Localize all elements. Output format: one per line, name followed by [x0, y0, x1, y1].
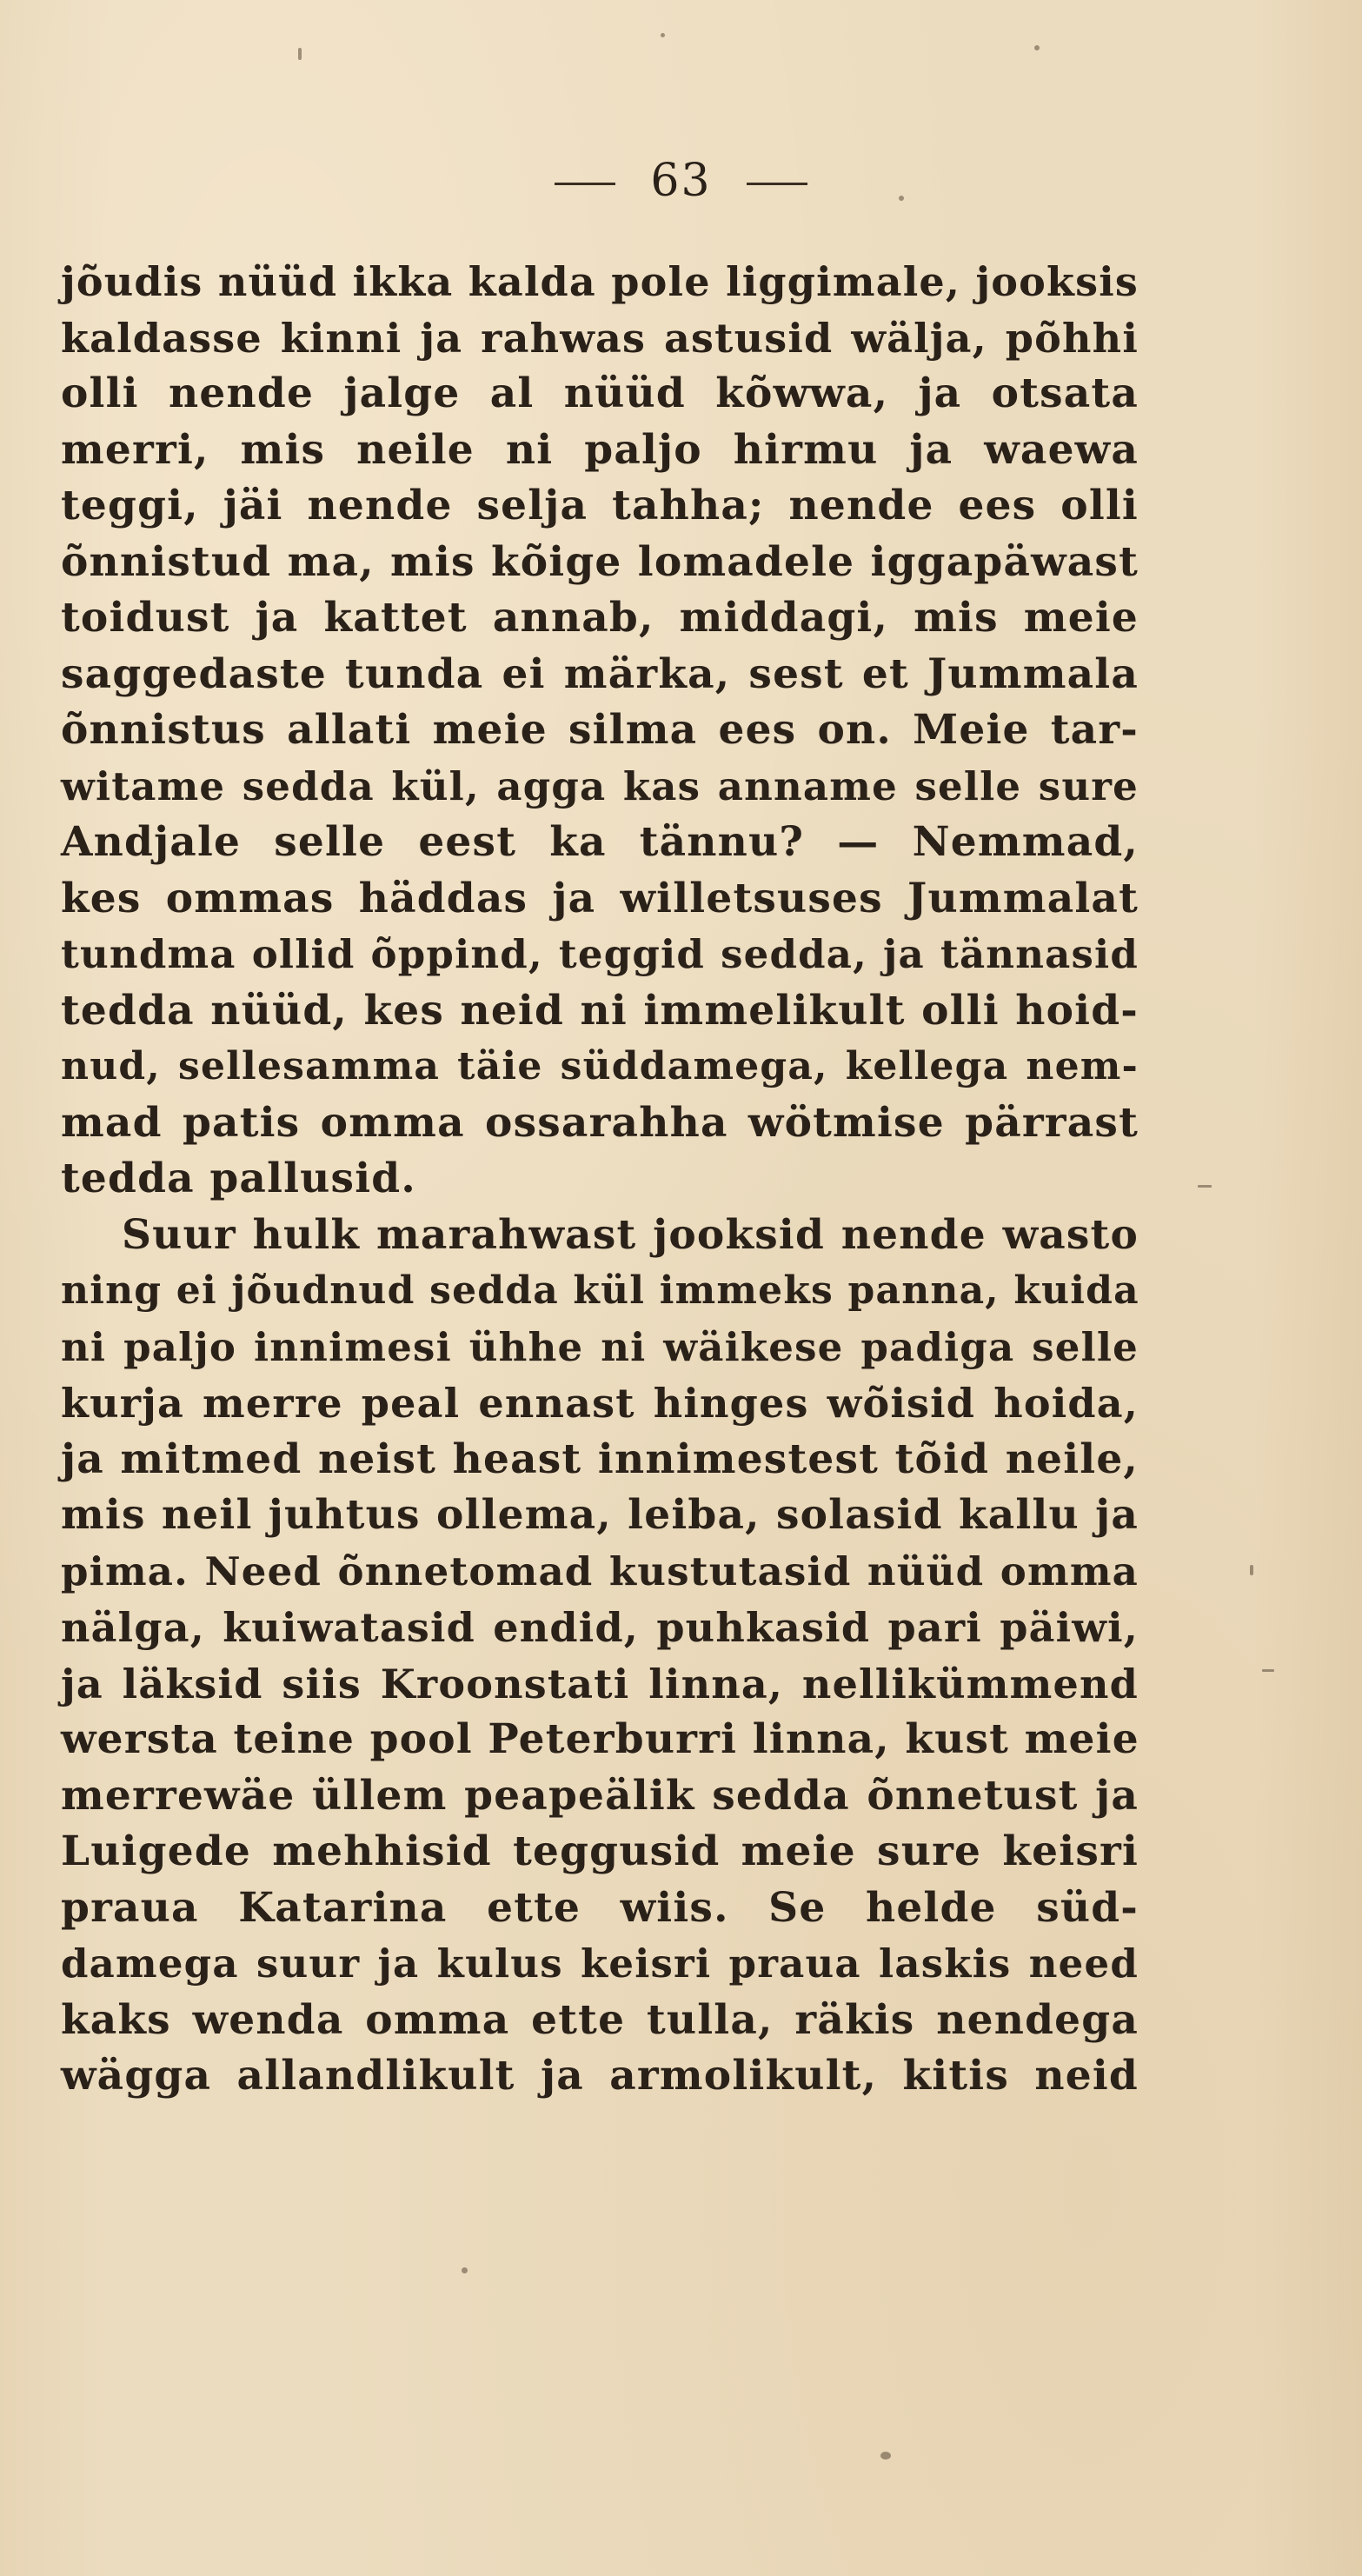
paper-speck — [1034, 45, 1040, 50]
body-text — [61, 254, 1139, 2105]
paragraph-1 — [61, 254, 1139, 1208]
text-line: nud, sellesamma täie süddamega, kellega nem- — [61, 1044, 1139, 1088]
text-line: saggedaste tunda ei märka, sest et Jummala — [61, 649, 1139, 698]
header-dash-left — [555, 183, 615, 185]
text-line: kaks wenda omma ette tulla, räkis nendega — [61, 1995, 1139, 2044]
text-line: kurja merre peal ennast hinges wõisid hoida, — [61, 1380, 1139, 1427]
text-line: nälga, kuiwatasid endid, puhkasid pari päiwi, — [61, 1604, 1139, 1651]
text-line: tedda pallusid. — [61, 1155, 416, 1202]
text-line: tundma ollid õppind, teggid sedda, ja tännasid — [61, 931, 1139, 977]
text-line: tedda nüüd, kes neid ni immelikult olli hoid- — [61, 986, 1139, 1035]
text-line: ja läksid siis Kroonstati linna, nellikümmend — [61, 1660, 1139, 1707]
paragraph-2 — [61, 1208, 1139, 2105]
text-line: ni paljo innimesi ühhe ni wäikese padiga selle — [61, 1323, 1139, 1370]
page-number: 63 — [650, 155, 712, 207]
text-line: mis neil juhtus ollema, leiba, solasid kallu ja — [61, 1491, 1139, 1539]
text-line: jõudis nüüd ikka kalda pole liggimale, jooksis — [61, 258, 1139, 305]
text-line: merri, mis neile ni paljo hirmu ja waewa — [61, 425, 1139, 474]
paper-speck — [1262, 1669, 1274, 1672]
text-line: teggi, jäi nende selja tahha; nende ees olli — [61, 482, 1139, 529]
text-line: witame sedda kül, agga kas anname selle sure — [61, 762, 1139, 809]
text-line: kes ommas häddas ja willetsuses Jummalat — [61, 874, 1139, 922]
paper-speck — [462, 2267, 468, 2273]
text-line: mad patis omma ossarahha wötmise pärrast — [61, 1098, 1139, 1147]
paper-speck — [1250, 1565, 1253, 1575]
text-line: kaldasse kinni ja rahwas astusid wälja, põhhi — [61, 314, 1139, 362]
text-line: Andjale selle eest ka tännu? — Nemmad, — [61, 818, 1139, 866]
text-line: wersta teine pool Peterburri linna, kust meie — [61, 1715, 1139, 1763]
paper-speck — [880, 2452, 891, 2460]
text-line: olli nende jalge al nüüd kõwwa, ja otsata — [61, 369, 1139, 417]
header-dash-right — [747, 183, 807, 185]
paper-speck — [1198, 1185, 1212, 1188]
text-line: toidust ja kattet annab, middagi, mis meie — [61, 594, 1139, 642]
text-line: merrewäe üllem peapeälik sedda õnnetust ja — [61, 1771, 1139, 1820]
text-line: praua Katarina ette wiis. Se helde süd- — [61, 1883, 1139, 1932]
text-line: ning ei jõudnud sedda kül immeks panna, kuida — [61, 1268, 1139, 1313]
paper-speck — [298, 48, 302, 60]
text-line: õnnistus allati meie silma ees on. Meie tar- — [61, 706, 1139, 754]
text-line: Suur hulk marahwast jooksid nende wasto — [122, 1210, 1139, 1259]
text-line: Luigede mehhisid teggusid meie sure keisri — [61, 1827, 1139, 1875]
text-line: õnnistud ma, mis kõige lomadele iggapäwast — [61, 537, 1139, 586]
text-line: wägga allandlikult ja armolikult, kitis neid — [61, 2052, 1139, 2100]
text-line: pima. Need õnnetomad kustutasid nüüd omma — [61, 1548, 1139, 1594]
text-line: damega suur ja kulus keisri praua laskis need — [61, 1940, 1139, 1987]
page-header — [0, 155, 1362, 207]
paper-speck — [899, 196, 904, 201]
text-line: ja mitmed neist heast innimestest tõid neile, — [61, 1434, 1139, 1483]
paper-speck — [661, 33, 665, 37]
